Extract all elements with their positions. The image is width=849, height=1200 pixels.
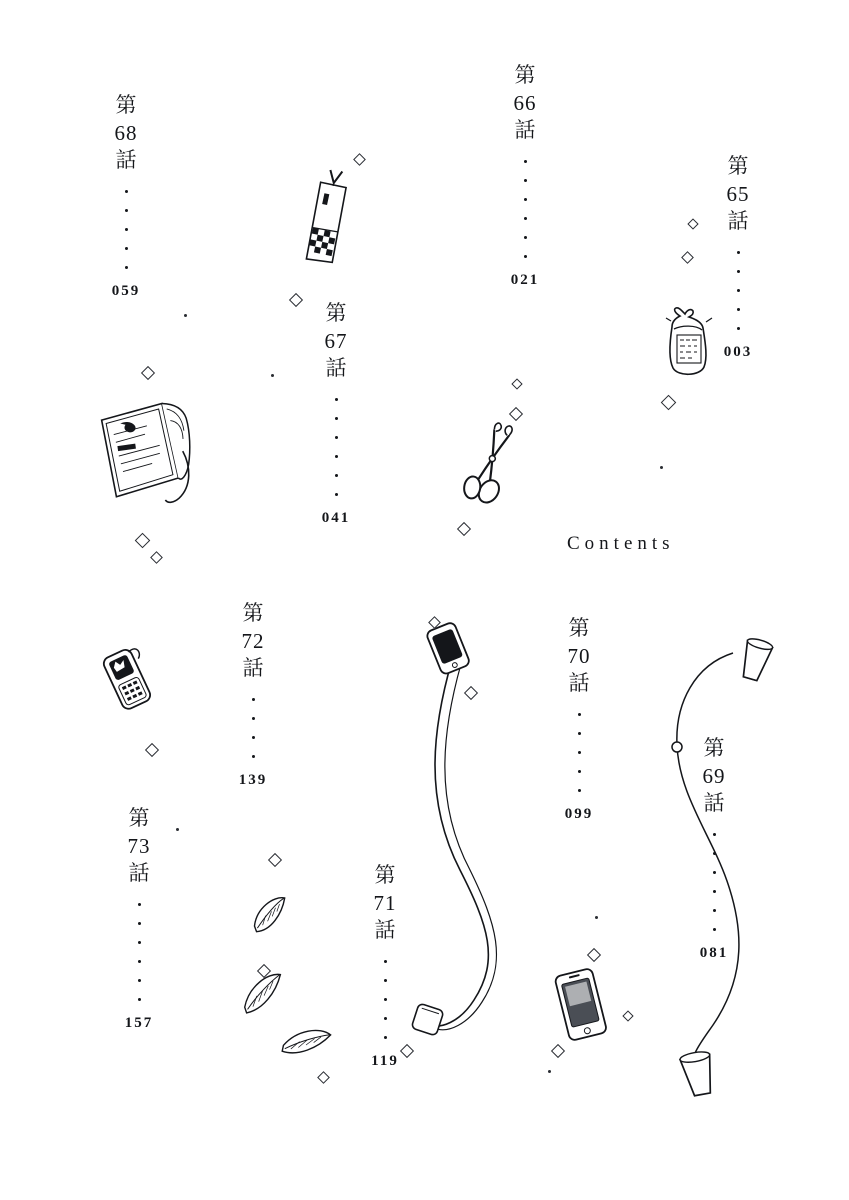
toc-entry-ch70-kanji-bottom: 話 [568, 671, 590, 696]
confetti-fleck [268, 853, 282, 867]
toc-entry-ch68-page: 059 [111, 283, 141, 300]
toc-entry-ch71-kanji-top: 第 [374, 863, 396, 887]
confetti-fleck [457, 522, 471, 536]
feathers-illustration [236, 890, 346, 1080]
candy-bag-illustration [658, 305, 720, 383]
toc-entry-ch73-kanji-bottom: 話 [128, 861, 150, 886]
contents-heading: Contents [567, 533, 675, 554]
ink-speck [548, 1070, 551, 1073]
toc-entry-ch69-kanji-top: 第 [703, 736, 725, 760]
confetti-fleck [150, 551, 163, 564]
ink-speck [184, 314, 187, 317]
string-phone-illustration [655, 625, 785, 1105]
toc-entry-ch72-label [242, 600, 265, 683]
toc-entry-ch71-label [374, 862, 397, 945]
toc-entry-ch65[interactable] [716, 153, 760, 361]
toc-entry-ch66-label [514, 62, 537, 145]
toc-entry-ch70-dot-leader [578, 705, 581, 800]
toc-entry-ch65-label [727, 153, 750, 236]
confetti-fleck [135, 533, 151, 549]
ink-speck [271, 374, 274, 377]
toc-entry-ch67-label [325, 300, 348, 383]
bookmark-tag-illustration [295, 165, 365, 280]
toc-entry-ch69-page: 081 [699, 945, 729, 962]
earphones-illustration [404, 620, 544, 1070]
toc-entry-ch66-kanji-bottom: 話 [514, 118, 536, 143]
open-notebook-illustration [95, 395, 215, 515]
confetti-fleck [353, 153, 366, 166]
toc-entry-ch73-dot-leader [138, 895, 141, 1009]
toc-entry-ch66-number: 66 [513, 90, 537, 115]
toc-entry-ch72-kanji-top: 第 [242, 601, 264, 625]
toc-entry-ch67-dot-leader [335, 390, 338, 504]
toc-entry-ch69-number: 69 [702, 763, 726, 788]
toc-entry-ch65-dot-leader [737, 243, 740, 338]
toc-entry-ch73-label [128, 805, 151, 888]
toc-entry-ch68-label [115, 92, 138, 175]
toc-entry-ch73[interactable] [117, 805, 161, 1032]
toc-entry-ch66-kanji-top: 第 [514, 63, 536, 87]
toc-entry-ch70-page: 099 [564, 806, 594, 823]
toc-entry-ch71-dot-leader [384, 952, 387, 1047]
toc-entry-ch73-kanji-top: 第 [128, 806, 150, 830]
toc-entry-ch69-kanji-bottom: 話 [703, 791, 725, 816]
flip-phone-illustration [95, 640, 175, 720]
toc-entry-ch72-kanji-bottom: 話 [242, 656, 264, 681]
toc-entry-ch66-page: 021 [510, 272, 540, 289]
ink-speck [176, 828, 179, 831]
toc-entry-ch68[interactable] [104, 92, 148, 300]
toc-entry-ch68-kanji-bottom: 話 [115, 148, 137, 173]
toc-entry-ch66-dot-leader [524, 152, 527, 266]
toc-entry-ch71-page: 119 [371, 1053, 399, 1070]
toc-entry-ch67[interactable] [314, 300, 358, 527]
ink-speck [660, 466, 663, 469]
toc-entry-ch66[interactable] [503, 62, 547, 289]
toc-entry-ch71[interactable] [363, 862, 407, 1070]
confetti-fleck [145, 743, 159, 757]
smartphone-illustration [548, 965, 618, 1045]
confetti-fleck [551, 1044, 565, 1058]
confetti-fleck [687, 218, 698, 229]
toc-entry-ch71-number: 71 [373, 890, 397, 915]
toc-entry-ch67-kanji-bottom: 話 [325, 356, 347, 381]
toc-entry-ch67-kanji-top: 第 [325, 301, 347, 325]
toc-entry-ch65-kanji-bottom: 話 [727, 209, 749, 234]
toc-entry-ch73-number: 73 [127, 833, 151, 858]
toc-entry-ch72-page: 139 [238, 772, 268, 789]
toc-entry-ch68-number: 68 [114, 120, 138, 145]
toc-entry-ch68-kanji-top: 第 [115, 93, 137, 117]
confetti-fleck [511, 378, 522, 389]
toc-entry-ch67-number: 67 [324, 328, 348, 353]
toc-entry-ch70[interactable] [557, 615, 601, 823]
confetti-fleck [622, 1010, 633, 1021]
toc-entry-ch65-number: 65 [726, 181, 750, 206]
confetti-fleck [141, 366, 155, 380]
confetti-fleck [681, 251, 694, 264]
toc-entry-ch68-dot-leader [125, 182, 128, 277]
ink-speck [595, 916, 598, 919]
confetti-fleck [289, 293, 303, 307]
toc-entry-ch70-kanji-top: 第 [568, 616, 590, 640]
toc-entry-ch72[interactable] [231, 600, 275, 789]
toc-entry-ch70-number: 70 [567, 643, 591, 668]
toc-entry-ch73-page: 157 [124, 1015, 154, 1032]
confetti-fleck [587, 948, 601, 962]
scissors-illustration [455, 412, 525, 512]
toc-entry-ch65-page: 003 [723, 344, 753, 361]
toc-entry-ch72-number: 72 [241, 628, 265, 653]
toc-entry-ch67-page: 041 [321, 510, 351, 527]
toc-entry-ch65-kanji-top: 第 [727, 154, 749, 178]
confetti-fleck [661, 395, 677, 411]
toc-entry-ch72-dot-leader [252, 690, 255, 766]
toc-entry-ch70-label [568, 615, 591, 698]
toc-entry-ch71-kanji-bottom: 話 [374, 918, 396, 943]
